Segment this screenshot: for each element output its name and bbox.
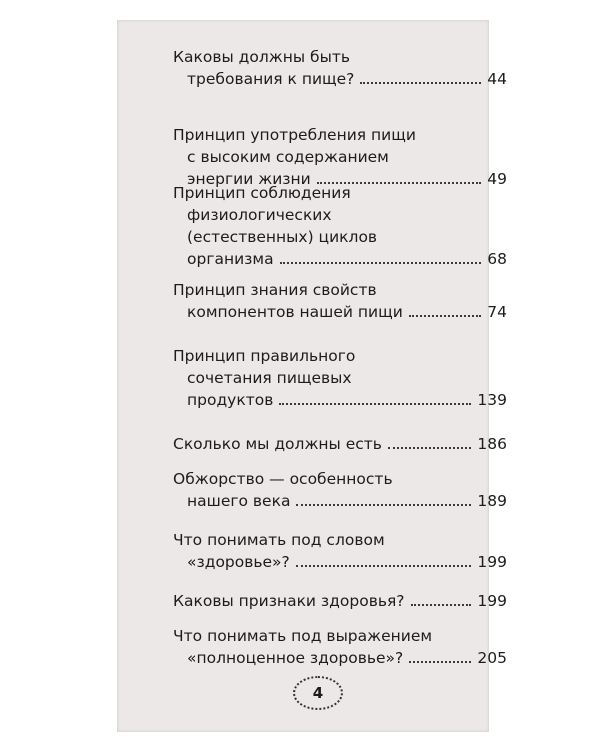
toc-entry-page-number: 186 bbox=[477, 435, 507, 453]
toc-entry-title-line: Принцип соблюдения bbox=[173, 184, 351, 202]
dot-leader bbox=[296, 565, 472, 567]
toc-entry-title-line: Каковы признаки здоровья? bbox=[173, 592, 405, 610]
dot-leader bbox=[360, 82, 481, 84]
page-number-badge bbox=[293, 676, 343, 710]
toc-entry-last-line bbox=[173, 68, 507, 90]
toc-entry-page-number: 189 bbox=[477, 492, 507, 510]
toc-entry-page-number: 199 bbox=[477, 592, 507, 610]
toc-entry-page-number: 44 bbox=[487, 70, 507, 88]
toc-entry bbox=[173, 279, 507, 323]
toc-entry-title-line: Принцип знания свойств bbox=[173, 281, 377, 299]
toc-entry-title-line: «здоровье»? bbox=[187, 553, 290, 571]
toc-entry-title-line: сочетания пищевых bbox=[187, 369, 352, 387]
toc-entry-title-line: Принцип правильного bbox=[173, 347, 356, 365]
toc-entry-title-line: Принцип употребления пищи bbox=[173, 126, 416, 144]
toc-entry-last-line bbox=[173, 389, 507, 411]
toc-entry-last-line bbox=[173, 490, 507, 512]
toc-entry-page-number: 139 bbox=[477, 391, 507, 409]
toc-entry-title-line: компонентов нашей пищи bbox=[187, 303, 403, 321]
dot-leader bbox=[411, 604, 472, 606]
toc-entry bbox=[173, 182, 507, 270]
dot-leader bbox=[409, 315, 481, 317]
toc-entry-title-line: организма bbox=[187, 250, 274, 268]
book-page bbox=[117, 20, 507, 732]
toc-entry bbox=[173, 46, 507, 90]
toc-entry-last-line bbox=[173, 590, 507, 612]
toc-entry-page-number: 74 bbox=[487, 303, 507, 321]
toc-entry-title-line: (естественных) циклов bbox=[187, 228, 378, 246]
toc-entry bbox=[173, 468, 507, 512]
toc-entry-title-line: Обжорство — особенность bbox=[173, 470, 393, 488]
dot-leader bbox=[296, 504, 471, 506]
toc-entry-last-line bbox=[173, 301, 507, 323]
toc-entry-last-line bbox=[173, 248, 507, 270]
dot-leader bbox=[279, 403, 471, 405]
dot-leader bbox=[388, 447, 471, 449]
toc-entry-last-line bbox=[173, 551, 507, 573]
toc-entry-last-line bbox=[173, 647, 507, 669]
toc-entry-title-line: Что понимать под словом bbox=[173, 531, 385, 549]
toc-entry-title-line: Сколько мы должны есть bbox=[173, 435, 382, 453]
dot-leader bbox=[280, 262, 482, 264]
page-number: 4 bbox=[312, 684, 324, 702]
toc-entry-last-line bbox=[173, 433, 507, 455]
dot-leader bbox=[409, 661, 471, 663]
toc-entry bbox=[173, 529, 507, 573]
toc-entry-page-number: 68 bbox=[487, 250, 507, 268]
toc-entry-title-line: физиологических bbox=[187, 206, 332, 224]
toc-entry-title-line: «полноценное здоровье»? bbox=[187, 649, 404, 667]
toc-entry-title-line: Что понимать под выражением bbox=[173, 627, 433, 645]
toc-entry-page-number: 49 bbox=[487, 170, 507, 188]
toc-entry-title-line: требования к пище? bbox=[187, 70, 355, 88]
toc-entry-page-number: 205 bbox=[477, 649, 507, 667]
toc-entry-page-number: 199 bbox=[477, 553, 507, 571]
toc-entry-title-line: с высоким содержанием bbox=[187, 148, 389, 166]
toc-entry-title-line: Каковы должны быть bbox=[173, 48, 350, 66]
toc-entry-title-line: нашего века bbox=[187, 492, 291, 510]
toc-entry-title-line: энергии жизни bbox=[187, 170, 311, 188]
toc-entry bbox=[173, 433, 507, 455]
toc-entry bbox=[173, 345, 507, 411]
toc-entry bbox=[173, 124, 507, 190]
toc-entry-title-line: продуктов bbox=[187, 391, 274, 409]
toc-entry bbox=[173, 625, 507, 669]
toc-entry bbox=[173, 590, 507, 612]
